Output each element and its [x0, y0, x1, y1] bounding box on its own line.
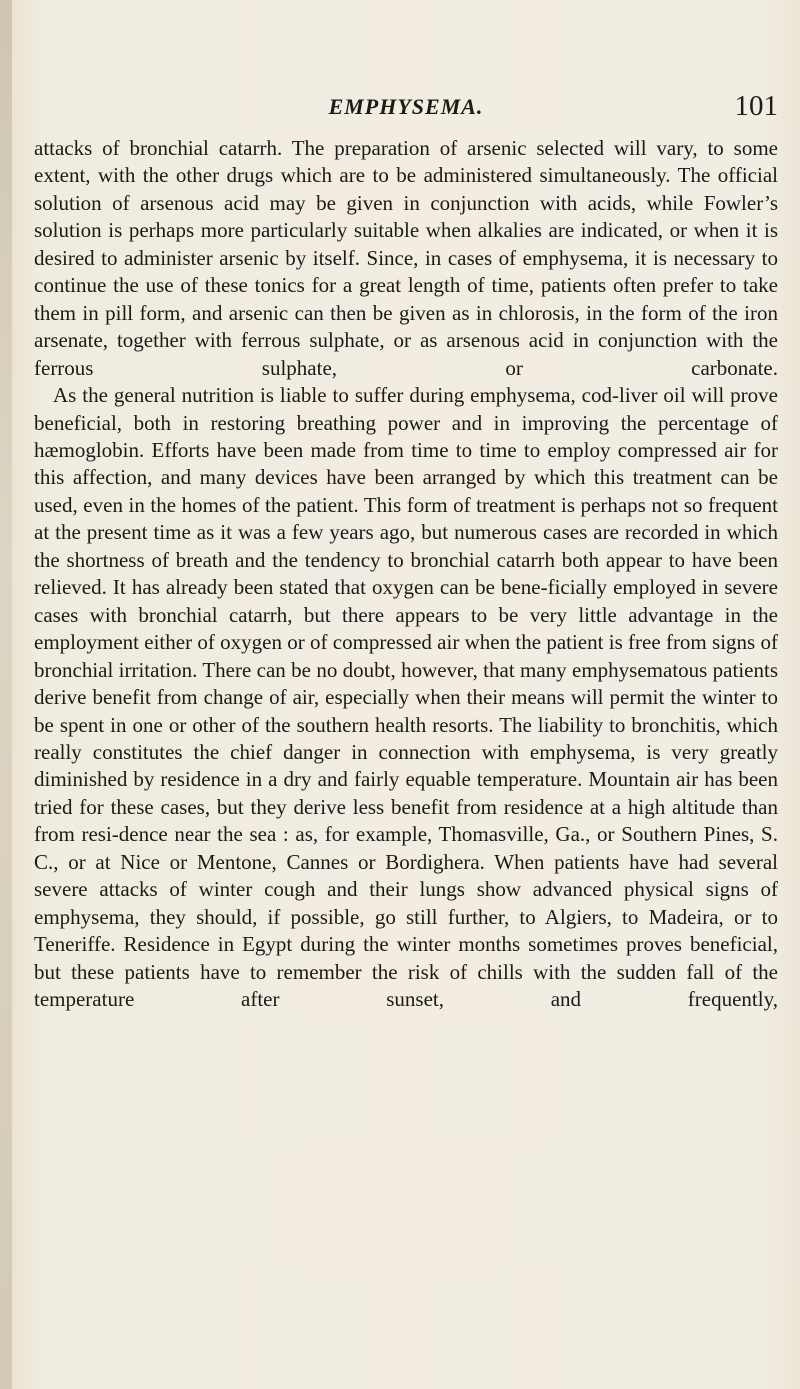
running-head: EMPHYSEMA. — [328, 94, 484, 119]
page-gutter-edge — [0, 0, 12, 1389]
body-text — [34, 135, 778, 1014]
page-number: 101 — [734, 90, 778, 122]
paragraph: As the general nutrition is liable to suffer during emphysema, cod-liver oil will prove beneficial, both in restoring breathing power and in improving the percentage of hæmoglobin. Efforts have been made from time to time to employ compressed air for this affection, and many devices have been arranged by which this treatment can be used, even in the homes of the patient. This form of treatment is perhaps not so frequent at the present time as it was a few years ago, but numerous cases are recorded in which the shortness of breath and the tendency to bronchial catarrh both appear to have been relieved. It has already been stated that oxygen can be bene-ficially employed in severe cases with bronchial catarrh, but there appears to be very little advantage in the employment either of oxygen or of compressed air when the patient is free from signs of bronchial irritation. There can be no doubt, however, that many emphysematous patients derive benefit from change of air, especially when their means will permit the winter to be spent in one or other of the southern health resorts. The liability to bronchitis, which really constitutes the chief danger in connection with emphysema, is very greatly diminished by residence in a dry and fairly equable temperature. Mountain air has been tried for these cases, but they derive less benefit from residence at a high altitude than from resi-dence near the sea : as, for example, Thomasville, Ga., or Southern Pines, S. C., or at Nice or Mentone, Cannes or Bordighera. When patients have had several severe attacks of winter cough and their lungs show advanced physical signs of emphysema, they should, if possible, go still further, to Algiers, to Madeira, or to Teneriffe. Residence in Egypt during the winter months sometimes proves beneficial, but these patients have to remember the risk of chills with the sudden fall of the temperature after sunset, and frequently, — [34, 383, 778, 1012]
page-header — [34, 90, 778, 126]
paragraph: attacks of bronchial catarrh. The preparation of arsenic selected will vary, to some extent, with the other drugs which are to be administered simultaneously. The official solution of arsenous acid may be given in conjunction with acids, while Fowler’s solution is perhaps more particularly suitable when alkalies are indicated, or when it is desired to administer arsenic by itself. Since, in cases of emphysema, it is necessary to continue the use of these tonics for a great length of time, patients often prefer to take them in pill form, and arsenic can then be given as in chlorosis, in the form of the iron arsenate, together with ferrous sulphate, or as arsenous acid in conjunction with the ferrous sulphate, or carbonate. — [34, 136, 778, 380]
